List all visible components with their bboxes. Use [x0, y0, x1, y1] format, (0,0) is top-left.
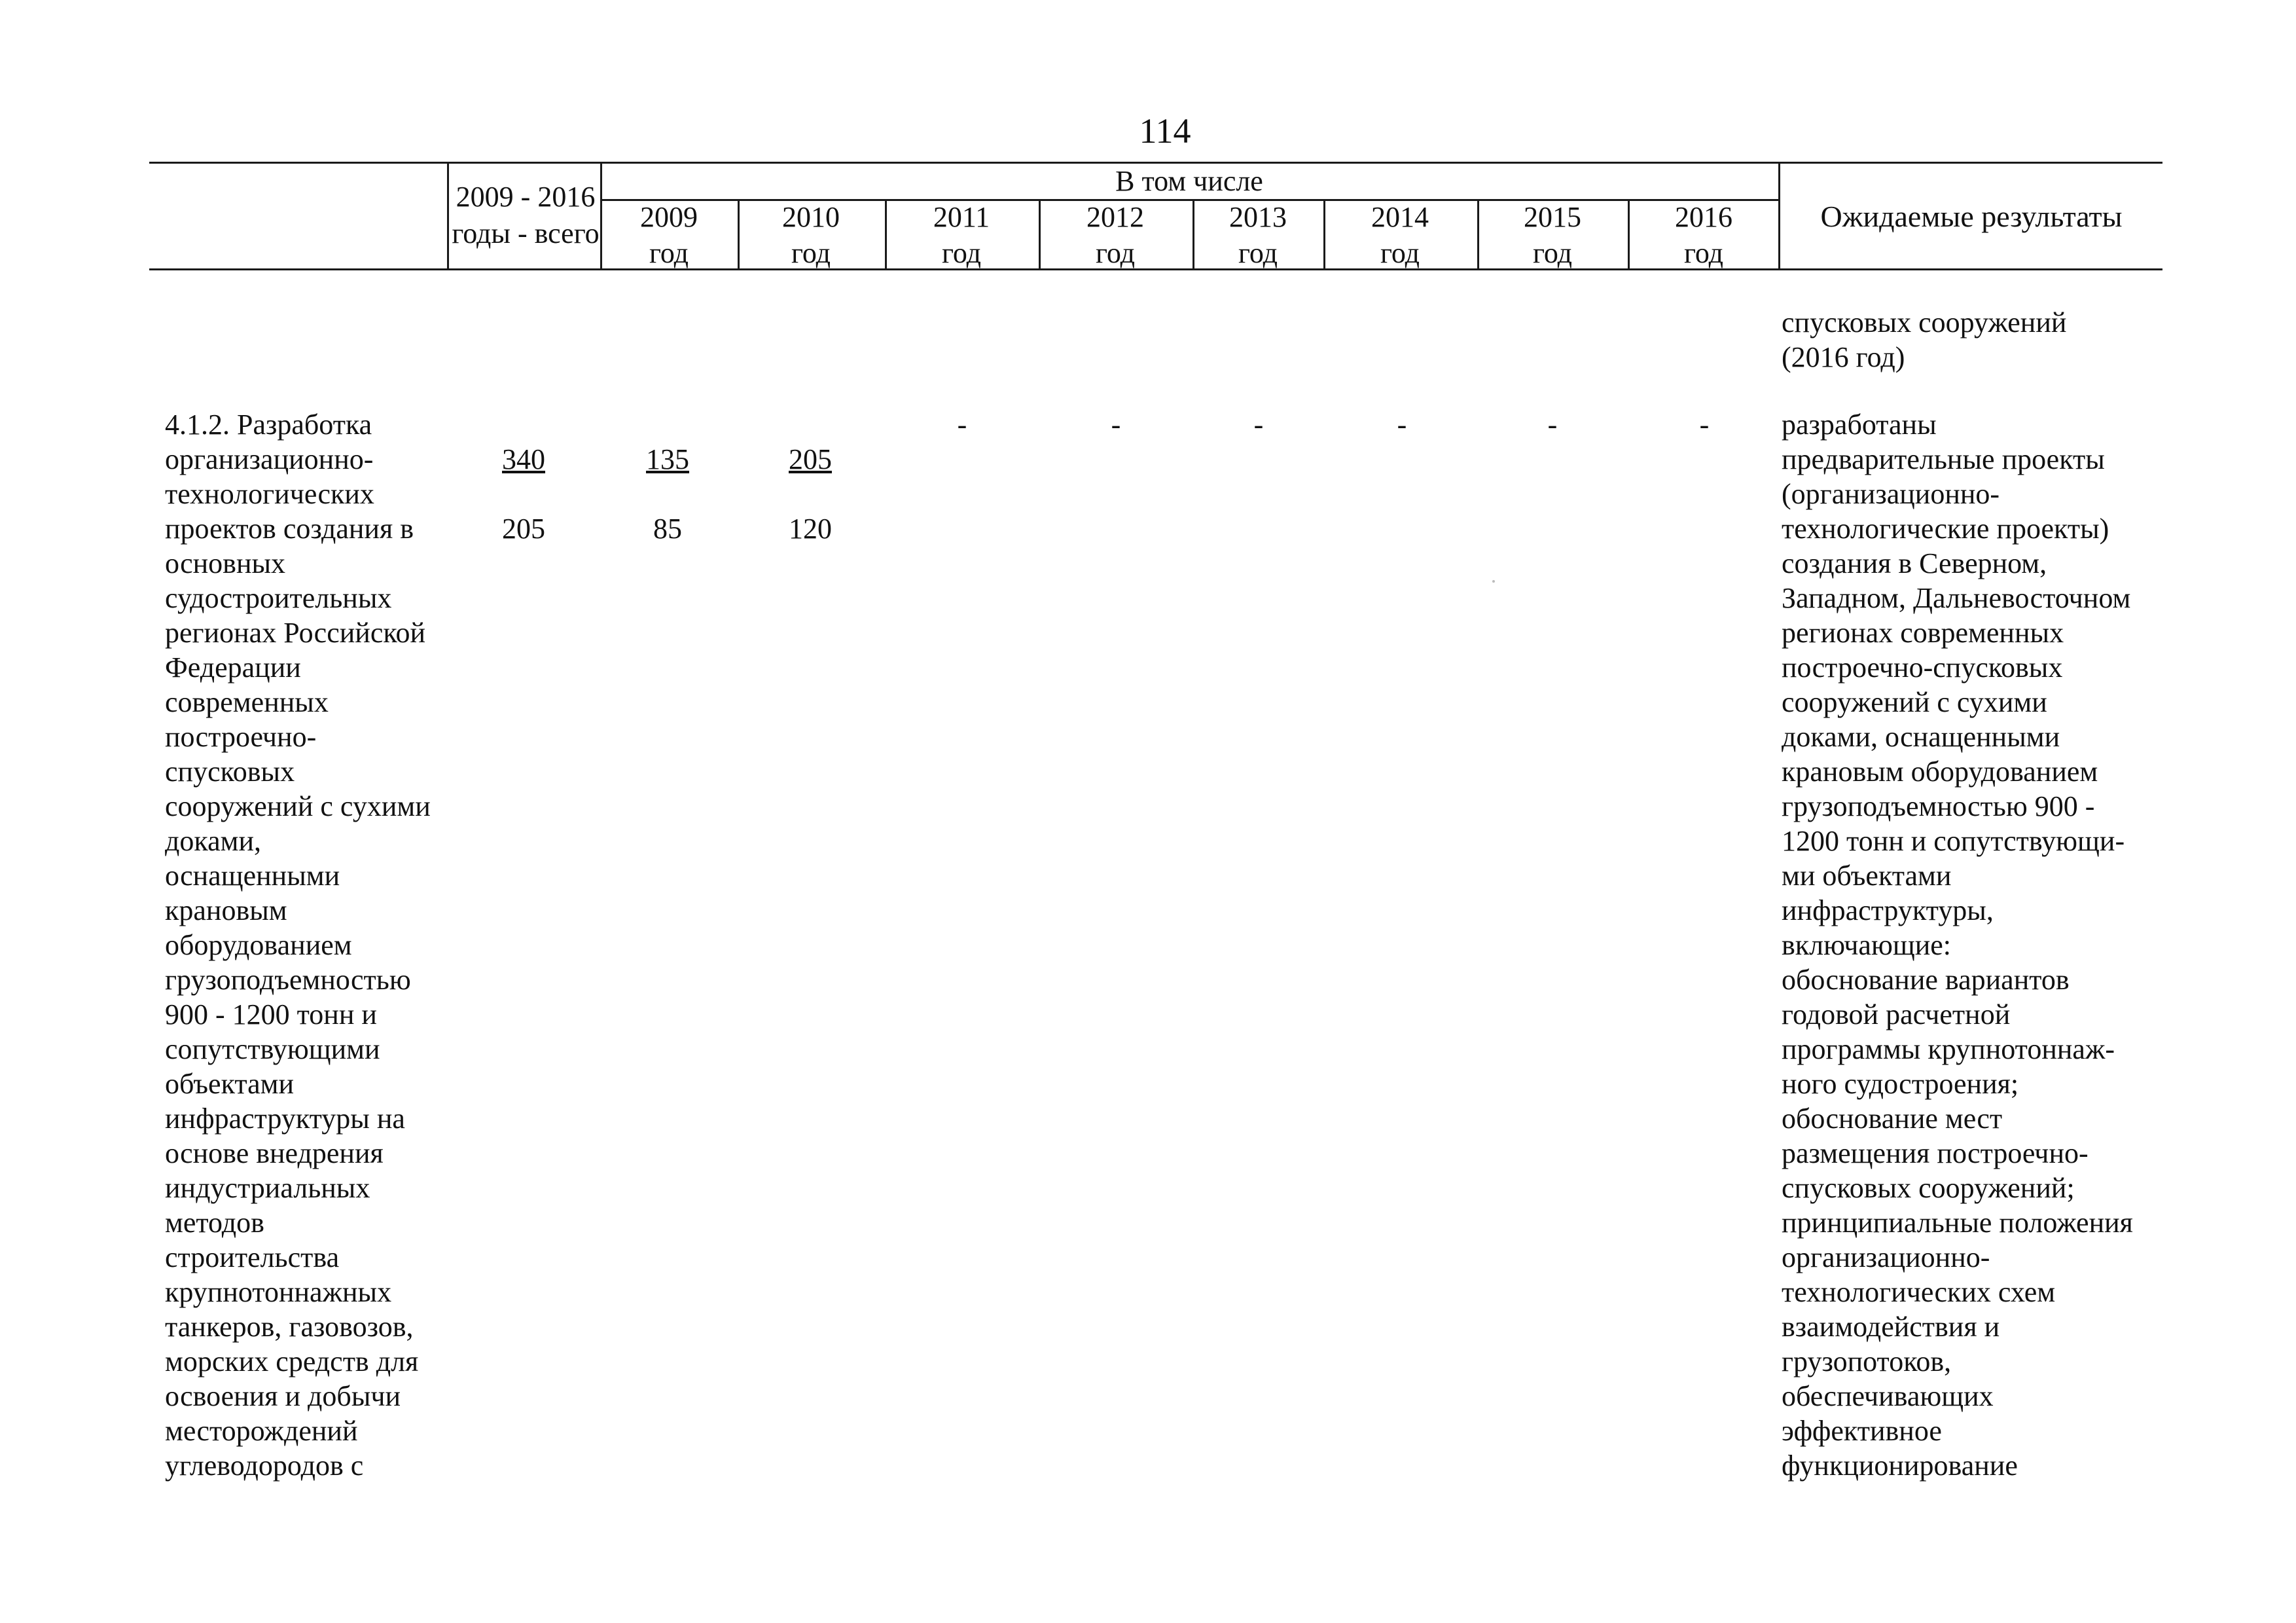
header-year-2014: 2014: [1371, 201, 1429, 233]
funding-2013: -: [1253, 409, 1264, 441]
funding-2009-bottom: 85: [653, 513, 682, 545]
header-year-2015: 2015: [1524, 201, 1581, 233]
funding-2014: -: [1397, 409, 1407, 441]
header-unit-2015: год: [1532, 237, 1573, 269]
funding-2015: -: [1547, 409, 1558, 441]
funding-2009: [628, 407, 707, 546]
row-expected-results: разработаны предварительные проекты (организационно- технологические проекты) создания в Северном, Западном, Дальневосточном регионах современных построечно-спусковых сооружений с сухими доками, оснащенными крановым оборудованием грузоподъемностью 900 - 1200 тонн и сопутствующи- ми объектами инфраструктуры, включающие: обоснование вариантов годовой расчетной программы крупнотоннаж- ного судостроения; обоснование мест размещения построечно- спусковых сооружений; принципиальные положения организационно- технологических схем взаимодействия и грузопотоков, обеспечивающих эффективное функционирование: [1782, 409, 2133, 1482]
header-total-line1: 2009 - 2016: [456, 181, 596, 213]
funding-2016: -: [1699, 409, 1710, 441]
funding-2010-bottom: 120: [789, 513, 832, 545]
total-funding-bottom: 205: [502, 513, 545, 545]
total-funding-top: 340: [502, 443, 545, 475]
header-unit-2016: год: [1683, 237, 1724, 269]
header-unit-2014: год: [1380, 237, 1420, 269]
header-unit-2012: год: [1095, 237, 1136, 269]
row-description: 4.1.2. Разработка организационно- технологических проектов создания в основных судостроительных регионах Российской Федерации современных построечно- спусковых сооружений с сухими доками, оснащенными крановым оборудованием грузоподъемностью 900 - 1200 тонн и сопутствующими объектами инфраструктуры на основе внедрения индустриальных методов строительства крупнотоннажных танкеров, газовозов, морских средств для освоения и добычи месторождений углеводородов с: [165, 409, 431, 1482]
header-total-line2: годы - всего: [452, 217, 600, 249]
funding-2012: -: [1111, 409, 1121, 441]
funding-2010: [771, 407, 850, 546]
page-number: 114: [1139, 111, 1191, 151]
header-expected-results: Ожидаемые результаты: [1820, 200, 2123, 233]
header-unit-2011: год: [941, 237, 982, 269]
col-sep-total-left: [447, 162, 449, 270]
header-year-2016: 2016: [1675, 201, 1732, 233]
header-unit-2013: год: [1238, 237, 1278, 269]
header-year-2009: 2009: [640, 201, 698, 233]
header-year-2013: 2013: [1229, 201, 1287, 233]
header-unit-2009: год: [649, 237, 689, 269]
total-funding: [484, 407, 563, 546]
header-year-2011: 2011: [933, 201, 990, 233]
header-unit-2010: год: [791, 237, 831, 269]
funding-2011: -: [957, 409, 967, 441]
funding-2010-top: 205: [789, 443, 832, 475]
results-continuation: спусковых сооружений (2016 год): [1782, 306, 2067, 373]
header-year-2012: 2012: [1086, 201, 1144, 233]
funding-2009-top: 135: [646, 443, 689, 475]
header-including: В том числе: [1115, 165, 1263, 197]
scan-speck: [1492, 580, 1495, 583]
header-year-2010: 2010: [782, 201, 840, 233]
